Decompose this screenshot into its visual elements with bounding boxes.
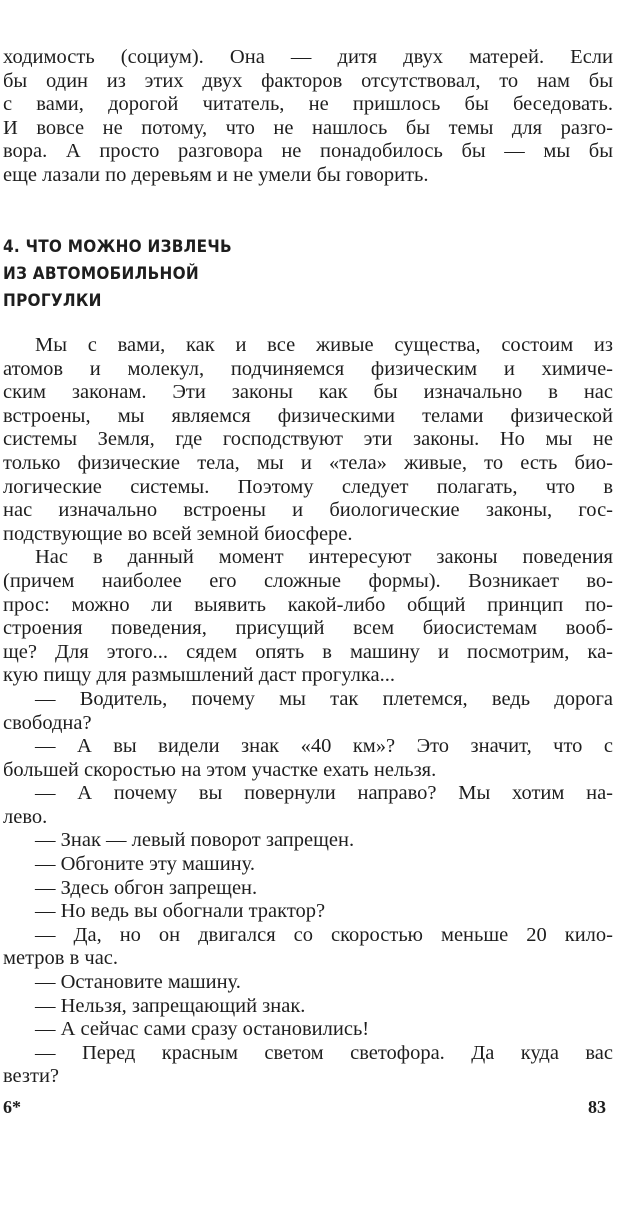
text-line: прос: можно ли выявить какой-либо общий принцип по-	[3, 593, 613, 616]
dialogue-line: — Но ведь вы обогнали трактор?	[35, 900, 326, 923]
dialogue-line: метров в час.	[3, 947, 119, 970]
text-line: И вовсе не потому, что не нашлось бы темы для разго-	[3, 116, 613, 139]
section-heading	[3, 234, 232, 315]
body-text	[3, 334, 613, 1089]
signature-mark: 6*	[3, 1097, 21, 1117]
text-line: только физические тела, мы и «тела» живые, то есть био-	[3, 451, 613, 474]
dialogue-line: — Здесь обгон запрещен.	[35, 876, 258, 899]
text-line: встроены, мы являемся физическими телами физической	[3, 404, 613, 427]
text-line: Нас в данный момент интересуют законы поведения	[35, 546, 613, 569]
intro-paragraph	[3, 46, 613, 188]
dialogue-line: — А сейчас сами сразу остановились!	[35, 1018, 370, 1041]
text-line: еще лазали по деревьям и не умели бы говорить.	[3, 163, 429, 186]
text-line: логические системы. Поэтому следует полагать, что в	[3, 475, 613, 498]
dialogue-line: — Нельзя, запрещающий знак.	[35, 994, 306, 1017]
text-line: ским законам. Эти законы как бы изначально в нас	[3, 381, 613, 404]
dialogue-line: — Остановите машину.	[35, 971, 241, 994]
text-line: кую пищу для размышлений даст прогулка...	[3, 664, 396, 687]
dialogue-line: лево.	[3, 805, 48, 828]
text-line: вора. А просто разговора не понадобилось бы — мы бы	[3, 140, 613, 163]
text-line: бы один из этих двух факторов отсутствовал, то нам бы	[3, 69, 613, 92]
heading-line: ИЗ АВТОМОБИЛЬНОЙ	[3, 264, 199, 284]
text-line: ходимость (социум). Она — дитя двух матерей. Если	[3, 46, 613, 68]
text-line: Мы с вами, как и все живые существа, состоим из	[35, 334, 613, 356]
dialogue-line: — Обгоните эту машину.	[35, 853, 255, 876]
dialogue-line: — Да, но он двигался со скоростью меньше 20 кило-	[35, 923, 613, 946]
dialogue-line: — Знак — левый поворот запрещен.	[35, 829, 355, 852]
page-number: 83	[588, 1097, 606, 1117]
text-line: атомов и молекул, подчиняемся физическим и химиче-	[3, 357, 613, 380]
text-line: (причем наиболее его сложные формы). Возникает во-	[3, 569, 613, 592]
dialogue-line: — Перед красным светом светофора. Да куда вас	[35, 1041, 613, 1064]
dialogue-line: большей скоростью на этом участке ехать нельзя.	[3, 758, 437, 781]
text-line: с вами, дорогой читатель, не пришлось бы беседовать.	[3, 93, 613, 116]
text-line: нас изначально встроены и биологические законы, гос-	[3, 499, 613, 522]
heading-line: ПРОГУЛКИ	[3, 291, 102, 311]
text-line: строения поведения, присущий всем биосистемам вооб-	[3, 617, 613, 640]
text-line: подствующие во всей земной биосфере.	[3, 522, 353, 545]
text-line: ще? Для этого... сядем опять в машину и посмотрим, ка-	[3, 640, 613, 663]
heading-line: 4. ЧТО МОЖНО ИЗВЛЕЧЬ	[3, 237, 232, 257]
dialogue-line: — А вы видели знак «40 км»? Это значит, что с	[35, 735, 613, 758]
text-line: системы Земля, где господствуют эти законы. Но мы не	[3, 428, 613, 451]
dialogue-line: — Водитель, почему мы так плетемся, ведь дорога	[35, 687, 613, 710]
dialogue-line: свободна?	[3, 711, 92, 734]
dialogue-line: везти?	[3, 1065, 60, 1088]
dialogue-line: — А почему вы повернули направо? Мы хотим на-	[35, 782, 613, 805]
